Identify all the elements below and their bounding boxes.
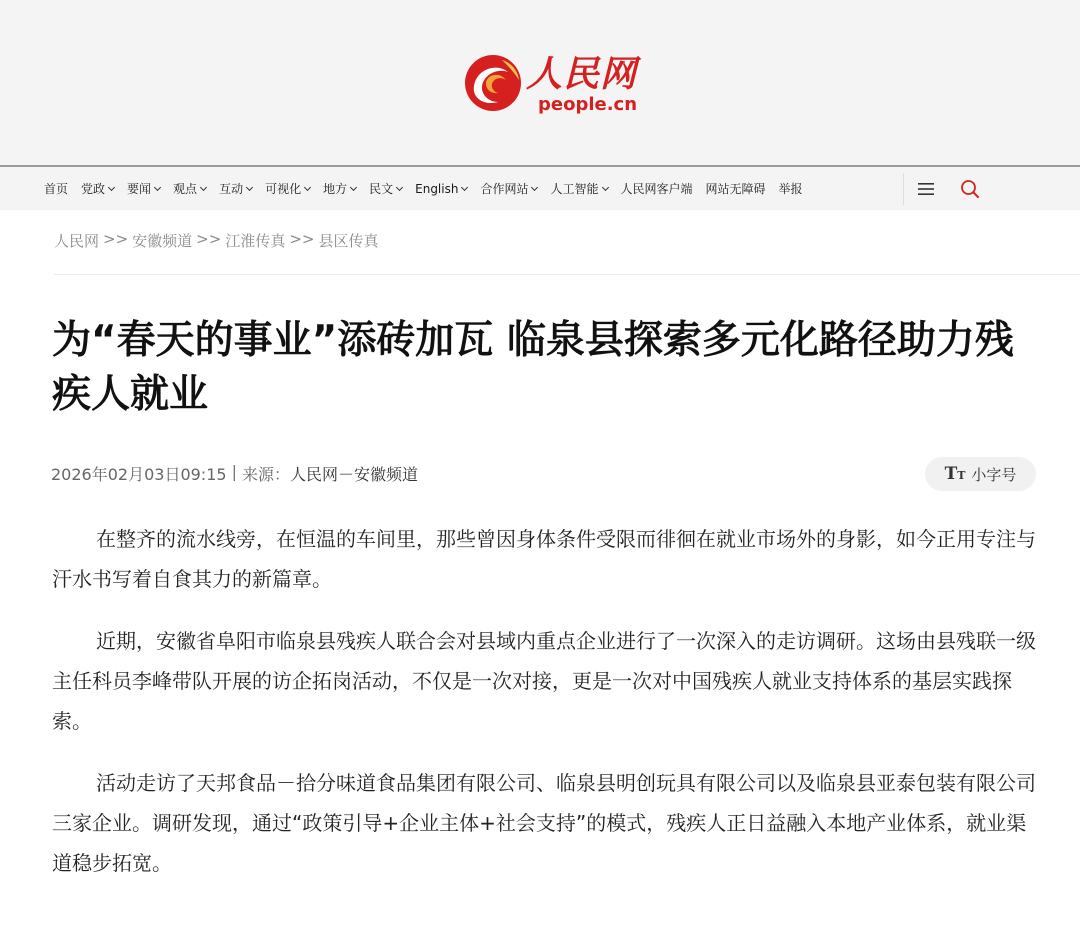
chevron-down-icon <box>304 183 311 190</box>
chevron-down-icon <box>531 183 538 190</box>
main-navigation <box>0 165 1080 210</box>
breadcrumb <box>54 230 378 251</box>
article-paragraph: 活动走访了天邦食品－拾分味道食品集团有限公司、临泉县明创玩具有限公司以及临泉县亚泰包装有限公司三家企业。调研发现，通过“政策引导+企业主体+社会支持”的模式，残疾人正日益融入本地产业体系，就业渠道稳步拓宽。 <box>52 771 1036 875</box>
nav-item[interactable] <box>44 180 68 197</box>
article-paragraph: 近期，安徽省阜阳市临泉县残疾人联合会对县域内重点企业进行了一次深入的走访调研。这场由县残联一级主任科员李峰带队开展的访企拓岗活动，不仅是一次对接，更是一次对中国残疾人就业支持体系的基层实践探索。 <box>52 629 1036 733</box>
nav-item[interactable] <box>173 180 206 197</box>
chevron-down-icon <box>350 183 357 190</box>
search-icon[interactable] <box>959 178 981 200</box>
site-logo[interactable] <box>462 48 637 120</box>
chevron-down-icon <box>200 183 207 190</box>
article-title: 为“春天的事业”添砖加瓦 临泉县探索多元化路径助力残疾人就业 <box>52 318 1014 417</box>
nav-item-label: 观点 <box>173 182 198 196</box>
nav-item-label: 地方 <box>323 182 348 196</box>
people-logo-icon <box>462 52 524 114</box>
nav-item[interactable] <box>81 180 114 197</box>
chevron-down-icon <box>246 183 253 190</box>
nav-item-label: 互动 <box>219 182 244 196</box>
site-header <box>0 0 1080 165</box>
chevron-down-icon <box>601 183 608 190</box>
font-size-toggle-button[interactable] <box>925 457 1036 491</box>
chevron-down-icon <box>396 183 403 190</box>
nav-item[interactable] <box>621 180 693 197</box>
nav-item[interactable] <box>127 180 160 197</box>
font-size-toggle-label: 小字号 <box>971 465 1017 484</box>
meta-separator: | <box>231 462 237 481</box>
nav-items <box>44 167 816 210</box>
breadcrumb-link[interactable]: 人民网 <box>54 232 100 250</box>
nav-item[interactable] <box>480 180 537 197</box>
chevron-down-icon <box>461 183 468 190</box>
article-paragraph: 在整齐的流水线旁，在恒温的车间里，那些曾因身体条件受限而徘徊在就业市场外的身影，如今正用专注与汗水书写着自食其力的新篇章。 <box>52 527 1036 591</box>
font-size-icon: TT <box>944 464 966 484</box>
nav-item[interactable] <box>219 180 252 197</box>
nav-item[interactable] <box>369 180 402 197</box>
nav-item-label: 举报 <box>778 182 803 196</box>
nav-item-label: 人工智能 <box>550 182 599 196</box>
nav-item-label: 可视化 <box>265 182 302 196</box>
article-source[interactable]: 人民网－安徽频道 <box>289 465 418 484</box>
breadcrumb-link[interactable]: 江淮传真 <box>225 232 286 250</box>
nav-item[interactable] <box>706 180 766 197</box>
nav-item-label: 网站无障碍 <box>705 182 766 196</box>
nav-item-label: 首页 <box>44 182 69 196</box>
nav-item-label: 人民网客户端 <box>620 182 693 196</box>
logo-chinese-text: 人民网 <box>526 53 638 95</box>
chevron-down-icon <box>154 183 161 190</box>
breadcrumb-link[interactable]: 县区传真 <box>318 232 379 250</box>
nav-item-label: 党政 <box>81 182 106 196</box>
breadcrumb-separator: >> <box>103 230 129 248</box>
nav-item-label: English <box>415 181 459 196</box>
nav-item[interactable] <box>323 180 356 197</box>
publish-datetime: 2026年02月03日09:15 <box>51 465 227 484</box>
nav-item[interactable] <box>779 180 803 197</box>
nav-item-label: 要闻 <box>127 182 152 196</box>
chevron-down-icon <box>108 183 115 190</box>
nav-item[interactable] <box>550 180 607 197</box>
article-body <box>52 519 1042 905</box>
breadcrumb-separator: >> <box>196 230 222 248</box>
nav-item[interactable] <box>415 182 467 196</box>
source-label: 来源： <box>241 465 290 484</box>
nav-item-label: 合作网站 <box>480 182 529 196</box>
nav-item[interactable] <box>265 180 310 197</box>
logo-english-text: people.cn <box>538 94 638 115</box>
breadcrumb-link[interactable]: 安徽频道 <box>132 232 193 250</box>
hamburger-menu-icon[interactable] <box>916 179 936 199</box>
nav-divider <box>903 173 904 205</box>
nav-item-label: 民文 <box>369 182 394 196</box>
article-meta <box>51 462 418 485</box>
breadcrumb-separator: >> <box>289 230 315 248</box>
breadcrumb-divider <box>54 274 1080 275</box>
